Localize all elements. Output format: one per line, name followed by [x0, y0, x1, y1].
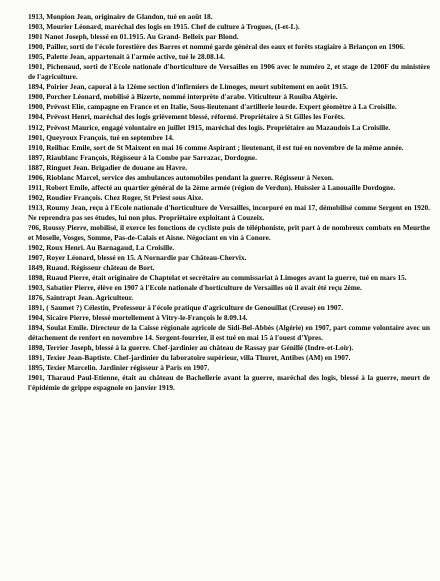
- entry-1903-mourier: 1903, Mourier Léonard, maréchal des logis en 1915. Chef de culture à Trogues, (I-et-L).: [28, 22, 300, 32]
- entry-1901-tharaud: 1901, Tharaud Paul-Etienne, était au château de Bachellerie avant la guerre, maréchal des logis, blessé à la guerre, meurt de l'épidémie de grippe espagnole en janvier 1919.: [28, 373, 430, 392]
- entry-1904-sicaire: 1904, Sicaire Pierre, blessé mortellement à Vitry-le-François le 8.09.14.: [28, 313, 248, 323]
- entry-1900-porcher: 1900, Porcher Léonard, mobilisé à Bizerte, nommé interprète d'arabe. Viticulteur à Rouïba Algérie.: [28, 92, 338, 102]
- entry-1900-pailler: 1900, Pailler, sorti de l'école forestière des Barres et nommé garde général des eaux et forêts stagiaire à Briançon en 1906.: [28, 42, 405, 52]
- entry-1901-queyroux: 1901, Queyroux François, tué en septembre 14.: [28, 132, 174, 142]
- entry-1903-sabatier: 1903, Sabatier Pierre, élève en 1907 à l'Ecole nationale d'horticulture de Versailles où il avait été reçu 2ème.: [28, 283, 362, 293]
- entry-1913-monpion: 1913, Monpion Jean, originaire de Glandon, tué en août 18.: [28, 12, 213, 21]
- entry-1887-ringuet: 1887, Ringuet Jean. Brigadier de douane au Havre.: [28, 162, 188, 172]
- entry-1895-texier-marcelin: 1895, Texier Marcelin. Jardinier régisseur à Paris en 1907.: [28, 363, 210, 373]
- entry-1891-saumet: 1891, ( Saumet ?) Célestin, Professeur à l'école pratique d'agriculture de Genouillat (Creuse) en 1907.: [28, 303, 344, 313]
- entry-1898-ruaud-pierre: 1898, Ruaud Pierre, était originaire de Chaptelat et secrétaire au commissariat à Limoges avant la guerre, tué en mars 15.: [28, 272, 407, 282]
- entry-1902-roudier: 1902, Roudier François. Chez Roger, St Priest sous Aixe.: [28, 193, 204, 203]
- entry-1904-prevost-henri: 1904, Prévost Henri, maréchal des logis grièvement blessé, réformé. Propriétaire à St Gilles les Forêts.: [28, 112, 345, 122]
- entry-1894-poirier: 1894, Poirier Jean, caporal à la 12ème section d'infirmiers de Limoges, meurt subitement en août 1915.: [28, 82, 348, 92]
- entry-1901-pichenaud: 1901, Pichenaud, sorti de l'Ecole nationale d'horticulture de Versailles en 1906 avec le numéro 2, et stage de 1200F du ministère de l'agriculture.: [28, 62, 430, 82]
- entry-1900-prevost-elie: 1900, Prévost Elie, campagne en France et en Italie, Sous-lieutenant d'artillerie lourde. Expert géomètre à La Croisille.: [28, 102, 397, 112]
- entry-1876-saintrapt: 1876, Saintrapt Jean. Agriculteur.: [28, 293, 134, 303]
- entry-1891-texier-jean-baptiste: 1891, Texier Jean-Baptiste. Chef-jardinier du laboratoire supérieur, villa Thuret, Antibes (AM) en 1907.: [28, 353, 351, 363]
- entry-1902-roux: 1902, Roux Henri. Au Barnagaud, La Croisille.: [28, 242, 175, 252]
- entry-1901-nanot: 1901 Nanot Joseph, blessé en 01.1915. Au Grand- Belleix par Blond.: [28, 32, 239, 42]
- entry-1906-rioblanc: 1906, Rioblanc Marcel, service des ambulances automobiles pendant la guerre. Régisseur à Nexon.: [28, 173, 334, 182]
- entry-1912-prevost-maurice: 1912, Prévost Maurice, engagé volontaire en juillet 1915, maréchal des logis. Propriétaire au Mazaudois La Croisille.: [28, 122, 391, 132]
- entry-1910-reilhac: 1910, Reilhac Emile, sort de St Maixent en mai 16 comme Aspirant ; lieutenant, il est tué en novembre de la même année.: [28, 142, 404, 152]
- entry-1905-palette: 1905, Palette Jean, appartenait à l'armée active, tué le 28.08.14.: [28, 52, 225, 62]
- entry-1898-terrier: 1898, Terrier Joseph, blessé à la guerre. Chef-jardinier au château de Rassay par Génillé (Indre-et-Loir).: [28, 343, 354, 353]
- entry-1913-roumy: 1913, Roumy Jean, reçu à l'Ecole nationale d'horticulture de Versailles, incorporé en mai 17, démobilisé comme Sergent en 1920. Ne reprendra pas ses études, lui non plus. Propriétaire exploitant à Couzeix.: [28, 203, 430, 222]
- entry-1894-soulat: 1894, Soulat Emile. Directeur de la Caisse régionale agricole de Sidi-Bel-Abbès (Algérie) en 1907, part comme volontaire avec un détachement de renfort en novembre 14. Sergent-fourrier, il est tué en mai 15 à l'ouest d'Ypres.: [28, 323, 430, 342]
- entry-1911-robert: 1911, Robert Emile, affecté au quartier général de la 2ème armée (région de Verdun). Huissier à Lanouaille Dordogne.: [28, 183, 396, 193]
- entry-1907-royer: 1907, Royer Léonard, blessé en 15. A Nornardie par Château-Chervix.: [28, 252, 247, 262]
- entry-roussy: ?06, Roussy Pierre, mobilisé, il exerce les fonctions de cycliste puis de téléphoniste, prit part à de nombreux combats en Meurthe et Moselle, Vosges, Somme, Pas-de-Calais et Aisne. Négociant en vin à Conore.: [28, 222, 430, 242]
- entry-1849-ruaud: 1849, Ruaud. Régisseur château de Bort.: [28, 262, 155, 272]
- entry-1897-riaublanc: 1897, Riaublanc François, Régisseur à la Combe par Sarrazac, Dordogne.: [28, 152, 257, 162]
